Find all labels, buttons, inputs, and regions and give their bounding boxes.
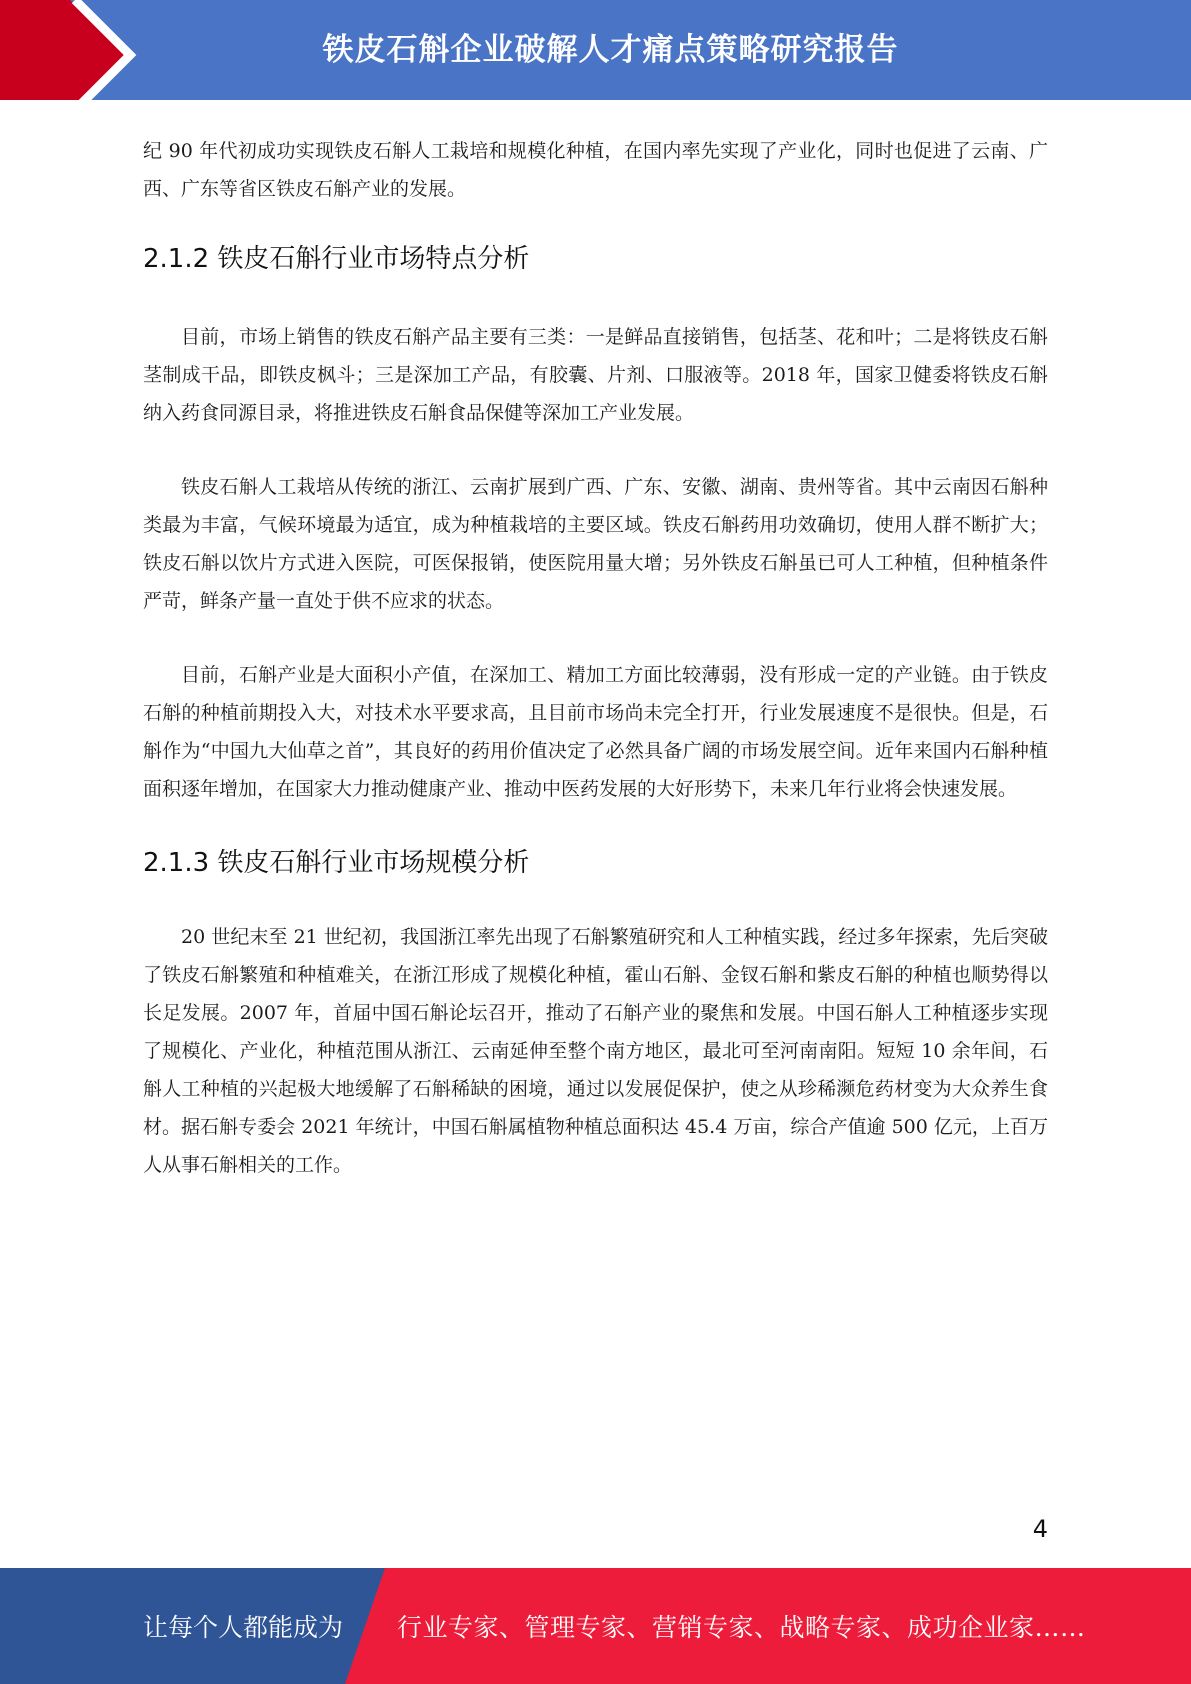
paragraph: 20 世纪末至 21 世纪初，我国浙江率先出现了石斛繁殖研究和人工种植实践，经过多年探索，先后突破了铁皮石斛繁殖和种植难关，在浙江形成了规模化种植，霍山石斛、金钗石斛和紫皮石斛的种植也顺势得以长足发展。2007 年，首届中国石斛论坛召开，推动了石斛产业的聚焦和发展。中国石斛人工种植逐步实现了规模化、产业化，种植范围从浙江、云南延伸至整个南方地区，最北可至河南南阳。短短 10 余年间，石斛人工种植的兴起极大地缓解了石斛稀缺的困境，通过以发展促保护，使之从珍稀濒危药材变为大众养生食材。据石斛专委会 2021 年统计，中国石斛属植物种植总面积达 45.4 万亩，综合产值逾 500 亿元，上百万人从事石斛相关的工作。 — [143, 926, 1048, 1176]
page-content — [143, 132, 1048, 1184]
intro-paragraph: 纪 90 年代初成功实现铁皮石斛人工栽培和规模化种植，在国内率先实现了产业化，同时也促进了云南、广西、广东等省区铁皮石斛产业的发展。 — [143, 140, 1048, 200]
footer-slogan-left: 让每个人都能成为 — [143, 1613, 344, 1642]
report-title: 铁皮石斛企业破解人才痛点策略研究报告 — [322, 32, 899, 68]
page-header — [0, 0, 1191, 110]
section-heading-2-1-2: 2.1.2 铁皮石斛行业市场特点分析 — [143, 244, 530, 274]
paragraph: 目前，石斛产业是大面积小产值，在深加工、精加工方面比较薄弱，没有形成一定的产业链。由于铁皮石斛的种植前期投入大，对技术水平要求高，且目前市场尚未完全打开，行业发展速度不是很快。但是，石斛作为“中国九大仙草之首”，其良好的药用价值决定了必然具备广阔的市场发展空间。近年来国内石斛种植面积逐年增加，在国家大力推动健康产业、推动中医药发展的大好形势下，未来几年行业将会快速发展。 — [143, 664, 1048, 800]
paragraph: 目前，市场上销售的铁皮石斛产品主要有三类：一是鲜品直接销售，包括茎、花和叶；二是将铁皮石斛茎制成干品，即铁皮枫斗；三是深加工产品，有胶囊、片剂、口服液等。2018 年，国家卫健委将铁皮石斛纳入药食同源目录，将推进铁皮石斛食品保健等深加工产业发展。 — [143, 326, 1048, 424]
header-divider — [0, 100, 1191, 110]
footer-slogan-right: 行业专家、管理专家、营销专家、战略专家、成功企业家…… — [397, 1613, 1086, 1642]
page-footer — [0, 1568, 1191, 1684]
section-heading-2-1-3: 2.1.3 铁皮石斛行业市场规模分析 — [143, 848, 530, 878]
page-number: 4 — [1032, 1515, 1048, 1543]
paragraph: 铁皮石斛人工栽培从传统的浙江、云南扩展到广西、广东、安徽、湖南、贵州等省。其中云南因石斛种类最为丰富，气候环境最为适宜，成为种植栽培的主要区域。铁皮石斛药用功效确切，使用人群不断扩大；铁皮石斛以饮片方式进入医院，可医保报销，使医院用量大增；另外铁皮石斛虽已可人工种植，但种植条件严苛，鲜条产量一直处于供不应求的状态。 — [143, 476, 1048, 612]
